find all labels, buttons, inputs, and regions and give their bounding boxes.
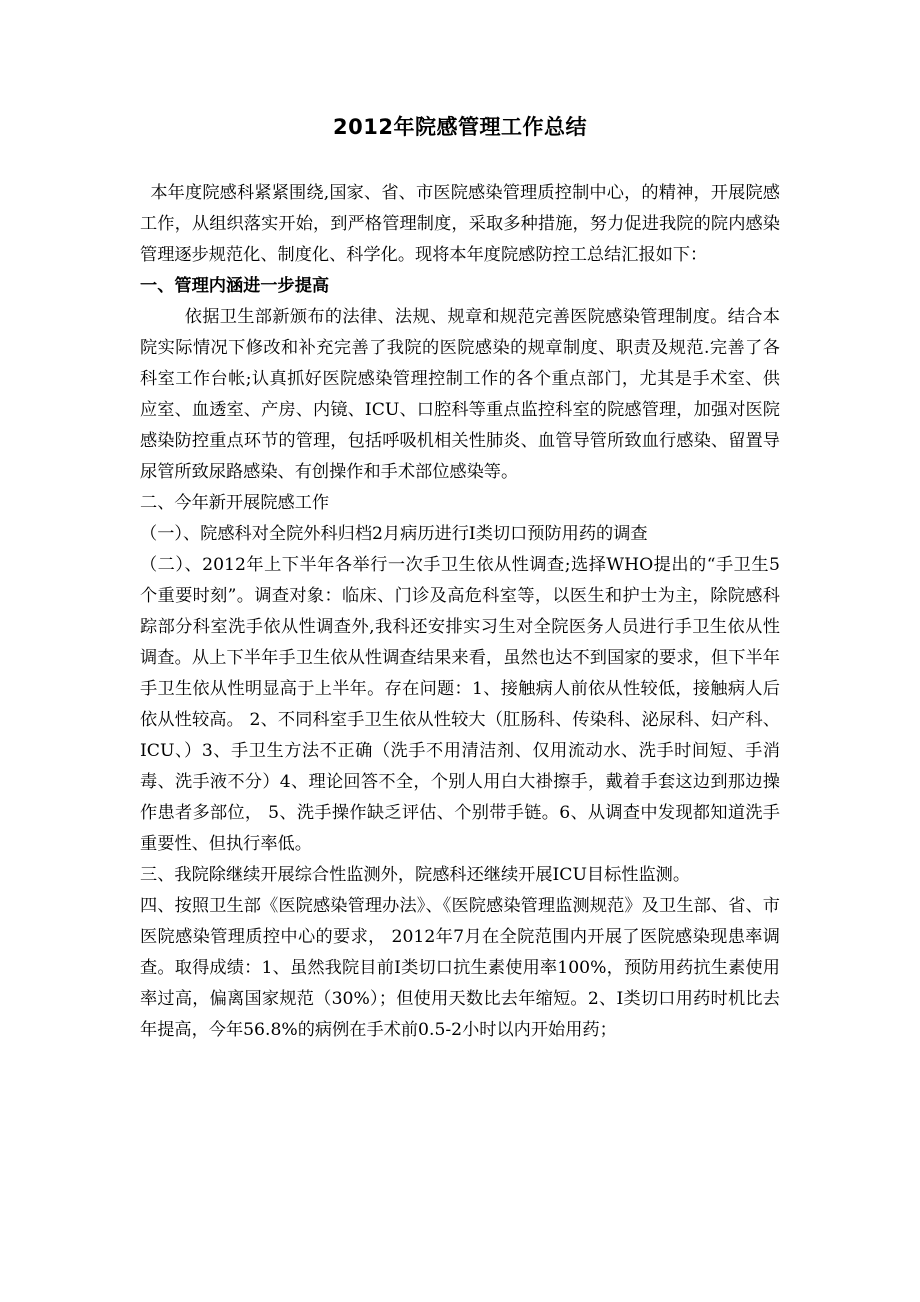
section-4: 四、按照卫生部《医院感染管理办法》、《医院感染管理监测规范》及卫生部、省、市医院感染管理质控中心的要求， 2012年7月在全院范围内开展了医院感染现患率调查。取得成绩：1、虽然我院目前Ⅰ类切口抗生素使用率100%，预防用药抗生素使用率过高，偏离国家规范（30%）；但使用天数比去年缩短。2、Ⅰ类切口用药时机比去年提高，今年56.8%的病例在手术前0.5-2小时以内开始用药； bbox=[140, 896, 780, 1040]
subsection-1: （一）、院感科对全院外科归档2月病历进行Ⅰ类切口预防用药的调查 bbox=[140, 524, 648, 544]
document-body bbox=[140, 178, 780, 1046]
section-heading-3: 三、我院除继续开展综合性监测外，院感科还继续开展ICU目标性监测。 bbox=[140, 865, 691, 885]
document-title: 2012年院感管理工作总结 bbox=[333, 115, 587, 139]
paragraph-management: 依据卫生部新颁布的法律、法规、规章和规范完善医院感染管理制度。结合本院实际情况下修改和补充完善了我院的医院感染的规章制度、职责及规范.完善了各科室工作台帐;认真抓好医院感染管理控制工作的各个重点部门，尤其是手术室、供应室、血透室、产房、内镜、ICU、口腔科等重点监控科室的院感管理，加强对医院感染防控重点环节的管理，包括呼吸机相关性肺炎、血管导管所致血行感染、留置导尿管所致尿路感染、有创操作和手术部位感染等。 bbox=[140, 307, 780, 482]
paragraph-intro: 本年度院感科紧紧围绕,国家、省、市医院感染管理质控制中心，的精神，开展院感工作，从组织落实开始，到严格管理制度，采取多种措施，努力促进我院的院内感染管理逐步规范化、制度化、科学化。现将本年度院感防控工总结汇报如下： bbox=[140, 183, 780, 265]
section-heading-2: 二、今年新开展院感工作 bbox=[140, 493, 330, 513]
section-heading-1: 一、管理内涵进一步提高 bbox=[140, 276, 330, 296]
subsection-2: （二）、2012年上下半年各举行一次手卫生依从性调查;选择WHO提出的“手卫生5个重要时刻”。调查对象：临床、门诊及高危科室等，以医生和护士为主，除院感科踪部分科室洗手依从性调查外,我科还安排实习生对全院医务人员进行手卫生依从性调查。从上下半年手卫生依从性调查结果来看，虽然也达不到国家的要求，但下半年手卫生依从性明显高于上半年。存在问题：1、接触病人前依从性较低，接触病人后依从性较高。 2、不同科室手卫生依从性较大（肛肠科、传染科、泌尿科、妇产科、ICU、）3、手卫生方法不正确（洗手不用清洁剂、仅用流动水、洗手时间短、手消毒、洗手液不分）4、理论回答不全，个别人用白大褂擦手，戴着手套这边到那边操作患者多部位， 5、洗手操作缺乏评估、个别带手链。6、从调查中发现都知道洗手重要性、但执行率低。 bbox=[140, 555, 780, 854]
